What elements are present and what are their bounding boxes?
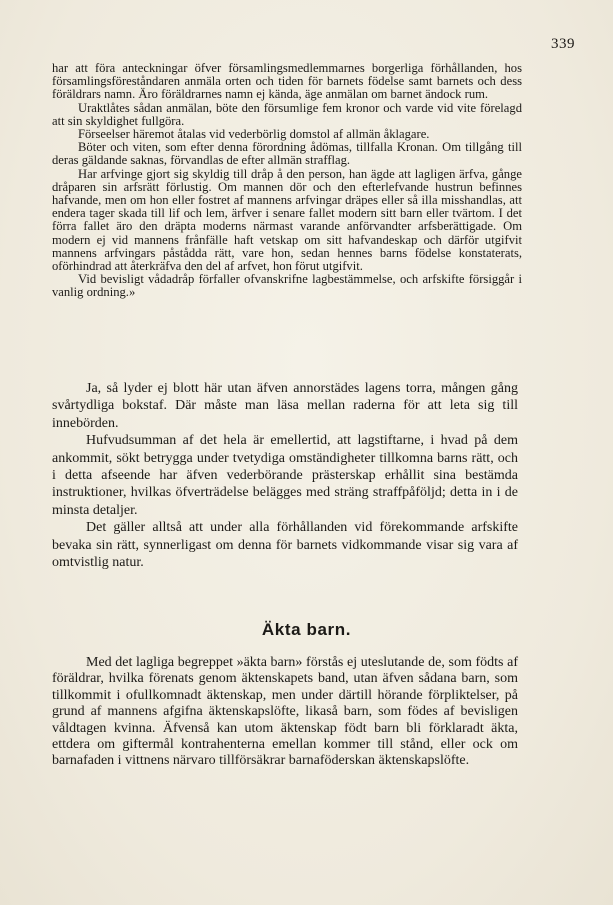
- quoted-paragraph: har att föra anteckningar öfver församlingsmedlemmarnes borgerliga förhållanden, hos församlingsföreståndaren anmäla orten och tiden för barnets födelse samt barnets och dess föräldrars namn. Äro föräldrarnes namn ej kända, äge anmälan om barnet ändock rum.: [52, 61, 522, 102]
- quoted-law-text: [52, 62, 522, 300]
- body-paragraph: Hufvudsumman af det hela är emellertid, att lagstiftarne, i hvad på dem ankommit, sökt betrygga under tvetydiga omständigheter tillkomna barns rätt, och i detta afseende har äfven vederbörande prästerskap erhållit sina bestämda instruktioner, hvilkas öfverträdelse belägges med sträng straffpåföljd; detta in i de minsta detaljer.: [52, 433, 518, 518]
- quoted-paragraph: Böter och viten, som efter denna förordning ådömas, tillfalla Kronan. Om tillgång till deras gäldande saknas, förvandlas de efter allmän strafflag.: [52, 140, 522, 168]
- quoted-paragraph: Har arfvinge gjort sig skyldig till dråp å den person, han ägde att lagligen ärfva, gånge dråparen sin arfsrätt förlustig. Om mannen dör och den efterlefvande hustrun befinnes hafvande, men om hon eller fostret af mannens arfvingar dräpes eller så illa misshandlas, att endera tager skada till lif och lem, ärfver i senare fallet modern sitt barn eller tvärtom. I det förra fallet äro den dräpta moderns närmast varande anförvandter arfsberättigade. Om modern ej vid mannens frånfälle haft vetskap om sitt hafvandeskap och därför utgifvit mannens arfvingars påstådda rätt, vare hon, sedan hennes barns födelse konstaterats, oförhindrad att återkräfva den del af arfvet, hon förut utgifvit.: [52, 166, 522, 274]
- quoted-paragraph: Uraktlåtes sådan anmälan, böte den försumlige fem kronor och varde vid vite förelagd att sin skyldighet fullgöra.: [52, 100, 522, 128]
- page-number: 339: [551, 36, 575, 52]
- section-text: [52, 655, 518, 770]
- quoted-paragraph: Förseelser häremot åtalas vid vederbörlig domstol af allmän åklagare.: [78, 127, 430, 142]
- section-heading: Äkta barn.: [261, 620, 352, 639]
- section-paragraph: Med det lagliga begreppet »äkta barn» förstås ej uteslutande de, som födts af föräldrar, hvilka förenats genom äktenskapets band, utan äfven sådana barn, som tillkommit i ofullkomnadt äktenskap, men under därtill hörande förpliktelser, på grund af mannens afgifna äktenskapslöfte, likaså barn, som födes af bevisligen våldtagen kvinna. Äfvenså kan utom äktenskap födt barn bli förklaradt äkta, ettdera om giftermål kontrahenterna emellan kommer till stånd, eller ock om barnafaden i vittnens närvaro tillförsäkrar barnaföderskan äktenskapslöfte.: [52, 655, 518, 769]
- body-paragraph: Ja, så lyder ej blott här utan äfven annorstädes lagens torra, mången gång svårtydliga bokstaf. Där måste man läsa mellan raderna för att leta sig till innebörden.: [52, 381, 518, 431]
- body-paragraph: Det gäller alltså att under alla förhållanden vid förekommande arfskifte bevaka sin rätt, synnerligast om denna för barnets vidkommande visar sig vara af omtvistlig natur.: [52, 520, 518, 571]
- quoted-paragraph: Vid bevisligt vådadråp förfaller ofvanskrifne lagbestämmelse, och arfskifte försiggår i vanlig ordning.»: [52, 272, 522, 300]
- commentary-text: [52, 380, 518, 571]
